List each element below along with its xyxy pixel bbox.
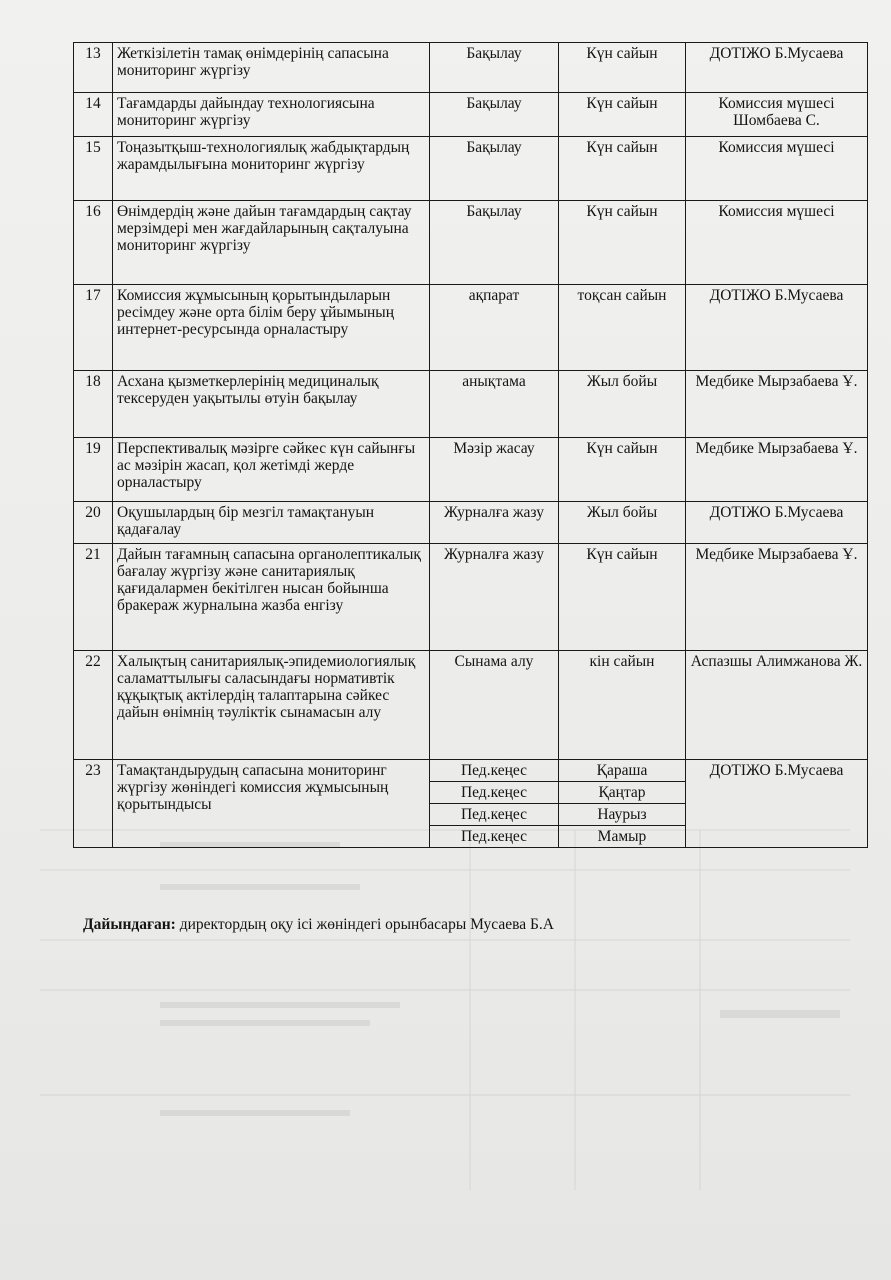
task-description: Оқушылардың бір мезгіл тамақтануын қадағалау — [113, 502, 430, 544]
table-row — [74, 285, 868, 371]
table-row — [74, 93, 868, 137]
task-schedule: Күн сайын — [559, 544, 686, 651]
table-row — [74, 43, 868, 93]
task-responsible: ДОТІЖО Б.Мусаева — [686, 760, 868, 848]
task-responsible: ДОТІЖО Б.Мусаева — [686, 502, 868, 544]
task-form: анықтама — [430, 371, 559, 438]
task-form: Пед.кеңес — [430, 804, 559, 826]
task-form: Сынама алу — [430, 651, 559, 760]
task-schedule: Наурыз — [559, 804, 686, 826]
row-number: 23 — [74, 760, 113, 848]
task-form: Пед.кеңес — [430, 782, 559, 804]
task-description: Өнімдердің және дайын тағамдардың сақтау мерзімдері мен жағдайларының сақталуына мониторинг жүргізу — [113, 201, 430, 285]
task-responsible: Комиссия мүшесі — [686, 201, 868, 285]
table-row — [74, 651, 868, 760]
task-description: Дайын тағамның сапасына органолептикалық бағалау жүргізу және санитариялық қағидалармен бекітілген нысан бойынша бракераж журналына жазба енгізу — [113, 544, 430, 651]
task-responsible: ДОТІЖО Б.Мусаева — [686, 285, 868, 371]
task-schedule: Күн сайын — [559, 438, 686, 502]
task-description: Перспективалық мәзірге сәйкес күн сайынғы ас мәзірін жасап, қол жетімді жерде орналастыру — [113, 438, 430, 502]
task-schedule: тоқсан сайын — [559, 285, 686, 371]
task-schedule: Күн сайын — [559, 93, 686, 137]
task-schedule: Мамыр — [559, 826, 686, 848]
prepared-by-label: Дайындаған: — [83, 916, 176, 933]
row-number: 19 — [74, 438, 113, 502]
table-row — [74, 201, 868, 285]
task-responsible: ДОТІЖО Б.Мусаева — [686, 43, 868, 93]
task-form: Бақылау — [430, 43, 559, 93]
task-form: Пед.кеңес — [430, 826, 559, 848]
task-responsible: Комиссия мүшесі — [686, 137, 868, 201]
task-responsible: Медбике Мырзабаева Ұ. — [686, 438, 868, 502]
task-form: Бақылау — [430, 93, 559, 137]
task-schedule: Күн сайын — [559, 43, 686, 93]
task-responsible: Медбике Мырзабаева Ұ. — [686, 544, 868, 651]
table-row — [74, 760, 868, 782]
task-form: Бақылау — [430, 137, 559, 201]
row-number: 20 — [74, 502, 113, 544]
row-number: 15 — [74, 137, 113, 201]
task-description: Тоңазытқыш-технологиялық жабдықтардың жарамдылығына мониторинг жүргізу — [113, 137, 430, 201]
task-schedule: Жыл бойы — [559, 502, 686, 544]
task-responsible: Медбике Мырзабаева Ұ. — [686, 371, 868, 438]
row-number: 21 — [74, 544, 113, 651]
task-schedule: Жыл бойы — [559, 371, 686, 438]
prepared-by-text: директордың оқу ісі жөніндегі орынбасары Мусаева Б.А — [175, 916, 554, 933]
task-description: Комиссия жұмысының қорытындыларын ресімдеу және орта білім беру ұйымының интернет-ресурсында орналастыру — [113, 285, 430, 371]
task-description: Жеткізілетін тамақ өнімдерінің сапасына мониторинг жүргізу — [113, 43, 430, 93]
row-number: 13 — [74, 43, 113, 93]
row-number: 22 — [74, 651, 113, 760]
task-responsible: Аспазшы Алимжанова Ж. — [686, 651, 868, 760]
task-schedule: Күн сайын — [559, 137, 686, 201]
table-row — [74, 137, 868, 201]
task-form: Бақылау — [430, 201, 559, 285]
task-form: Мәзір жасау — [430, 438, 559, 502]
task-form: ақпарат — [430, 285, 559, 371]
row-number: 14 — [74, 93, 113, 137]
task-schedule: кін сайын — [559, 651, 686, 760]
prepared-by-line — [83, 916, 554, 934]
row-number: 18 — [74, 371, 113, 438]
row-number: 17 — [74, 285, 113, 371]
table-row — [74, 371, 868, 438]
monitoring-plan-table — [73, 42, 868, 848]
task-description: Асхана қызметкерлерінің медициналық тексеруден уақытылы өтуін бақылау — [113, 371, 430, 438]
task-schedule: Күн сайын — [559, 201, 686, 285]
task-schedule: Қараша — [559, 760, 686, 782]
task-description: Тағамдарды дайындау технологиясына мониторинг жүргізу — [113, 93, 430, 137]
table-row — [74, 544, 868, 651]
task-schedule: Қаңтар — [559, 782, 686, 804]
task-description: Халықтың санитариялық-эпидемиологиялық саламаттылығы саласындағы нормативтік құқықтық актілердің талаптарына сәйкес дайын өнімнің тәуліктік сынамасын алу — [113, 651, 430, 760]
table-row — [74, 438, 868, 502]
task-responsible: Комиссия мүшесі Шомбаева С. — [686, 93, 868, 137]
table-row — [74, 502, 868, 544]
row-number: 16 — [74, 201, 113, 285]
task-form: Журналға жазу — [430, 544, 559, 651]
task-form: Журналға жазу — [430, 502, 559, 544]
task-form: Пед.кеңес — [430, 760, 559, 782]
task-description: Тамақтандырудың сапасына мониторинг жүргізу жөніндегі комиссия жұмысының қорытындысы — [113, 760, 430, 848]
